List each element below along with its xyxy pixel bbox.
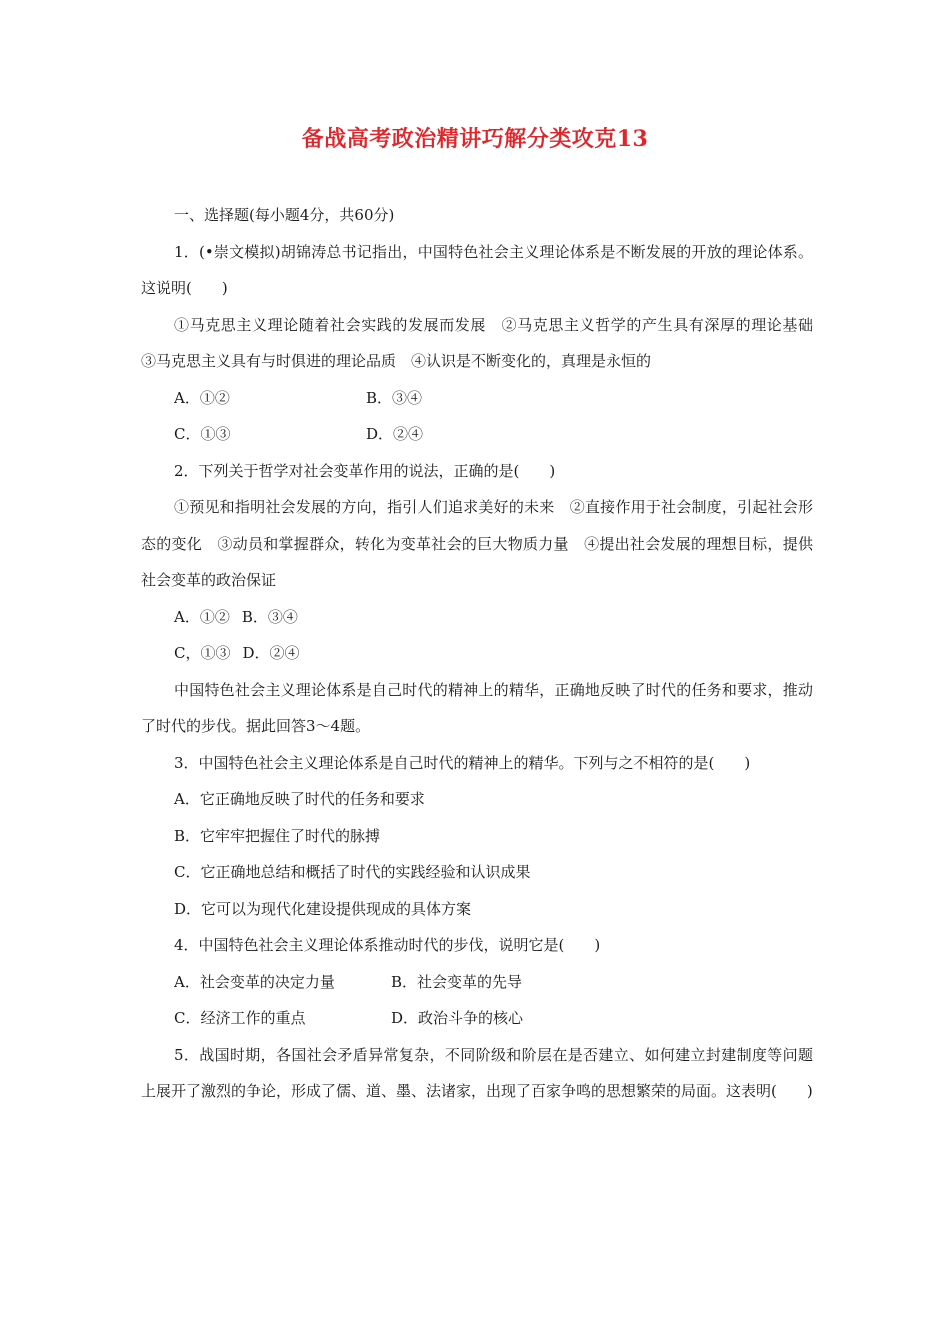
q2-option-b: B．③④ [241, 607, 298, 626]
q3-option-d: D．它可以为现代化建设提供现成的具体方案 [174, 899, 472, 918]
q1-stem: 1．(•崇文模拟)胡锦涛总书记指出，中国特色社会主义理论体系是不断发展的开放的理论体系。这说明( ) [141, 242, 813, 297]
q3-option-c: C．它正确地总结和概括了时代的实践经验和认识成果 [174, 863, 531, 881]
q1-option-a: A．①② [174, 388, 230, 407]
q2-option-c: C，①③ [174, 644, 231, 662]
q2-options-row2 [141, 635, 813, 672]
q1-statements: ①马克思主义理论随着社会实践的发展而发展 ②马克思主义哲学的产生具有深厚的理论基础 ③马克思主义具有与时俱进的理论品质 ④认识是不断变化的，真理是永恒的 [141, 315, 829, 370]
q4-option-c: C．经济工作的重点 [174, 1009, 306, 1027]
q1-option-c: C．①③ [174, 425, 231, 443]
q2-options-row1 [141, 599, 813, 636]
q3-option-a: A．它正确地反映了时代的任务和要求 [174, 790, 425, 808]
q1-option-d: D．②④ [366, 425, 424, 443]
q2-option-a: A．①② [174, 607, 230, 626]
q2-statements: ①预见和指明社会发展的方向，指引人们追求美好的未来 ②直接作用于社会制度，引起社会形态的变化 ③动员和掌握群众，转化为变革社会的巨大物质力量 ④提出社会发展的理想目标，提供社会变革的政治保证 [141, 498, 813, 589]
q4-stem: 4．中国特色社会主义理论体系推动时代的步伐，说明它是( ) [174, 936, 601, 954]
q4-option-b: B．社会变革的先导 [391, 972, 523, 991]
q4-options-row2 [141, 1000, 813, 1037]
q4-options-row1 [141, 964, 813, 1001]
q4-option-d: D．政治斗争的核心 [391, 1009, 524, 1027]
q5-stem: 5．战国时期，各国社会矛盾异常复杂，不同阶级和阶层在是否建立、如何建立封建制度等问题上展开了激烈的争论，形成了儒、道、墨、法诸家，出现了百家争鸣的思想繁荣的局面。这表明( ) [141, 1045, 813, 1100]
q1-options-row1 [141, 380, 813, 417]
section-heading: 一、选择题(每小题4分，共60分) [174, 206, 395, 224]
q1-option-b: B．③④ [366, 388, 423, 407]
document-title: 备战高考政治精讲巧解分类攻克13 [301, 126, 649, 152]
q4-option-a: A．社会变革的决定力量 [174, 972, 335, 991]
document-body [141, 197, 829, 1110]
q3-stem: 3．中国特色社会主义理论体系是自己时代的精神上的精华。下列与之不相符的是( ) [174, 753, 751, 772]
material-paragraph: 中国特色社会主义理论体系是自己时代的精神上的精华，正确地反映了时代的任务和要求，推动了时代的步伐。据此回答3～4题。 [141, 680, 813, 735]
q2-option-d: D．②④ [242, 644, 300, 662]
q1-options-row2 [141, 416, 813, 453]
q3-option-b: B．它牢牢把握住了时代的脉搏 [174, 826, 381, 845]
q2-stem: 2．下列关于哲学对社会变革作用的说法，正确的是( ) [174, 461, 556, 480]
